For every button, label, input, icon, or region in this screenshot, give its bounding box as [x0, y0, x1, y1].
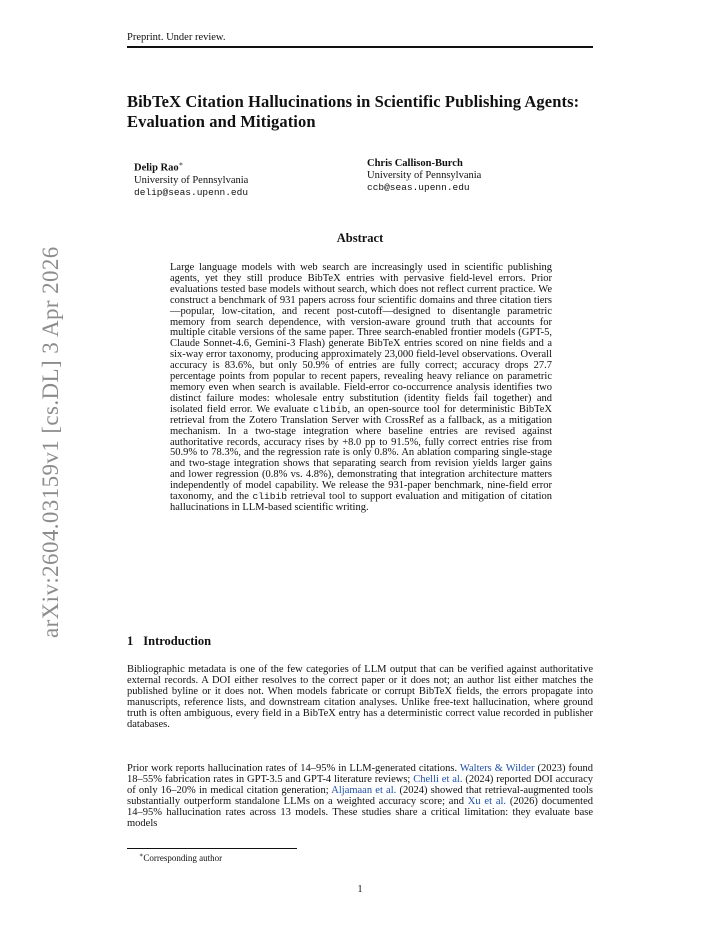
author-name: Chris Callison-Burch — [367, 158, 463, 169]
code-term: clibib — [252, 491, 288, 503]
abstract-part: retrieval tool to support evaluation and mitigation of citation hallucinations in LLM-based scientific writing. — [170, 491, 552, 513]
author-affiliation: University of Pennsylvania — [134, 174, 249, 186]
citation-link[interactable]: Aljamaan et al. — [331, 784, 397, 796]
abstract-heading: Abstract — [336, 231, 384, 245]
paragraph-text: Prior work reports hallucination rates of 14–95% in LLM-generated citations. — [127, 763, 460, 774]
author-mark: ∗ — [178, 160, 184, 168]
citation-link[interactable]: Xu et al. — [467, 795, 507, 807]
paragraph-text: showed that retrieval-augmented tools substantially outperform standalone LLMs on a weighted accuracy score; and — [127, 784, 594, 807]
abstract-part: , an open-source tool for deterministic BibTeX retrieval from the Zotero Translation Server with CrossRef as a fallback, as a mitigation mechanism. In a two-stage integration where baseline entries are revised against authoritative records, accuracy rises by +8.0 pp to 91.5%, fully correct entries rise from 50.9% to 78.3%, and the regression rate is only 0.8%. An ablation comparing single-stage and two-stage integration shows that separating search from revision yields larger gains and lower regression (0.8% vs. 4.8%), demonstrating that integration architecture matters independently of model capability. We release the 931-paper benchmark, nine-field error taxonomy, and the — [170, 403, 552, 503]
footnote-text: Corresponding author — [143, 853, 223, 863]
intro-paragraph: Bibliographic metadata is one of the few categories of LLM output that can be verified against authoritative external records. A DOI either resolves to the correct paper or it does not; an author list either matches the published byline or it does not. When models fabricate or corrupt BibTeX fields, the errors propagate into manuscripts, reference lists, and downstream citation analyses. Unlike free-text hallucination, where ground truth is often ambiguous, every field in a BibTeX entry has a deterministic correct value recorded in publisher databases. — [127, 664, 593, 730]
running-header: Preprint. Under review. — [127, 32, 226, 43]
footnote-rule — [127, 848, 297, 849]
citation-year: (2024) — [465, 773, 494, 785]
citation-year: (2023) — [537, 763, 566, 774]
paragraph-text: found 18–55% fabrication rates in GPT-3.5 and GPT-4 literature reviews; — [127, 763, 593, 785]
code-term: clibib — [312, 403, 348, 415]
author-name: Delip Rao — [134, 162, 179, 174]
paper-title: BibTeX Citation Hallucinations in Scientific Publishing Agents: Evaluation and Mitigation — [127, 92, 580, 131]
citation-year: (2026) — [509, 795, 538, 807]
page-number: 1 — [357, 884, 363, 895]
section-title: Introduction — [143, 634, 212, 648]
author-block — [367, 158, 481, 194]
author-email[interactable]: delip@seas.upenn.edu — [134, 186, 249, 198]
author-block — [134, 158, 248, 199]
paragraph-text: documented 14–95% hallucination rates across 13 models. These studies share a critical limitation: they evaluate base models — [127, 795, 593, 829]
citation-link[interactable]: Chelli et al. — [413, 773, 463, 785]
arxiv-stamp[interactable]: arXiv:2604.03159v1 [cs.DL] 3 Apr 2026 — [38, 246, 63, 638]
abstract-text — [170, 263, 552, 514]
section-number: 1 — [127, 634, 134, 648]
abstract-part: Large language models with web search are increasingly used in scientific publishing agents, yet they still produce BibTeX entries with pervasive field-level errors. Prior evaluations tested base models without search, which does not reflect current practice. We construct a benchmark of 931 papers across four scientific domains and three citation tiers—popular, low-citation, and recent post-cutoff—designed to disentangle parametric memory from search dependence, with version-aware ground truth that accounts for multiple citable versions of the same paper. Three search-enabled frontier models (GPT-5, Claude Sonnet-4.6, Gemini-3 Flash) generate BibTeX entries scored on nine fields and a six-way error taxonomy, producing approximately 23,000 field-level observations. Overall accuracy is 83.6%, but only 50.9% of entries are fully correct; accuracy drops 27.7 percentage points from popular to recent papers, revealing heavy reliance on parametric memory even when search is available. Field-error co-occurrence analysis identifies two distinct failure modes: wholesale entry substitution (identity fields fail together) and isolated field error. We evaluate — [170, 262, 552, 415]
citation-year: (2024) — [399, 784, 428, 796]
footnote — [139, 851, 222, 863]
paragraph-text: reported DOI accuracy of only 16–20% in medical citation generation; — [127, 773, 593, 796]
header-rule — [127, 46, 593, 48]
intro-paragraph — [127, 764, 593, 829]
author-affiliation: University of Pennsylvania — [367, 170, 482, 181]
author-email[interactable]: ccb@seas.upenn.edu — [367, 182, 470, 193]
section-heading — [127, 634, 211, 649]
footnote-mark: ∗ — [139, 852, 144, 859]
citation-link[interactable]: Walters & Wilder — [459, 763, 535, 774]
